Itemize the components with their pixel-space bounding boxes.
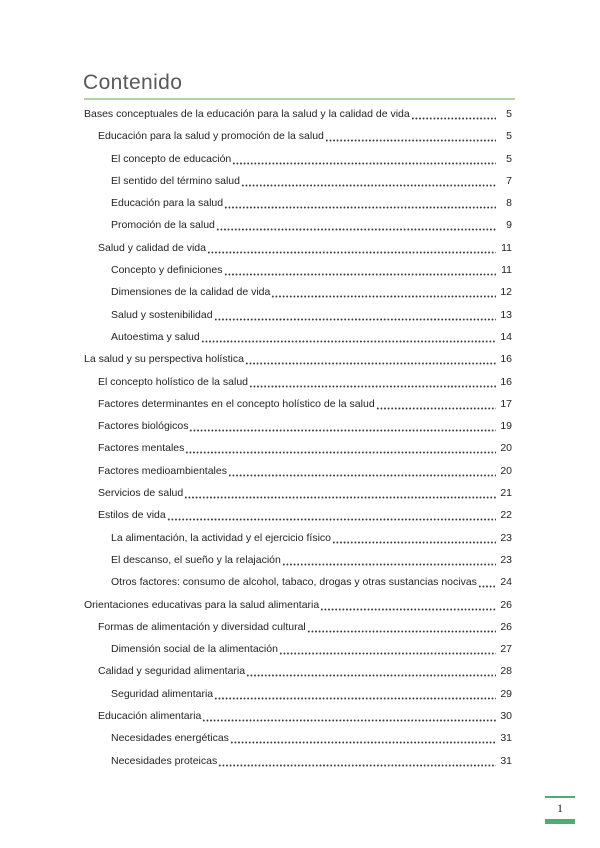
toc-entry-page: 9 [506, 219, 512, 232]
toc-leader-dots [216, 214, 496, 236]
toc-leader-dots [320, 594, 496, 616]
toc-leader-dots [279, 638, 496, 660]
toc-leader-dots [271, 281, 496, 303]
toc-entry-page: 30 [500, 710, 512, 723]
toc-entry[interactable] [84, 460, 512, 482]
toc-entry-label: Dimensiones de la calidad de vida [111, 286, 271, 299]
toc-leader-dots [189, 415, 496, 437]
toc-entry[interactable] [84, 638, 512, 660]
toc-entry[interactable] [84, 616, 512, 638]
toc-entry-page: 16 [500, 353, 512, 366]
toc-entry[interactable] [84, 415, 512, 437]
toc-leader-dots [376, 393, 496, 415]
toc-entry-label: El descanso, el sueño y la relajación [111, 553, 281, 566]
toc-entry[interactable] [84, 527, 512, 549]
toc-leader-dots [282, 549, 496, 571]
toc-entry-label: Factores determinantes en el concepto holístico de la salud [98, 397, 375, 410]
toc-entry-label: Necesidades proteicas [111, 754, 218, 767]
toc-leader-dots [185, 437, 496, 459]
toc-leader-dots [232, 148, 496, 170]
toc-entry-page: 27 [500, 643, 512, 656]
toc-entry-page: 26 [500, 598, 512, 611]
toc-entry[interactable] [84, 281, 512, 303]
toc-entry[interactable] [84, 660, 512, 682]
toc-entry[interactable] [84, 371, 512, 393]
toc-entry-page: 24 [500, 576, 512, 589]
toc-leader-dots [202, 705, 496, 727]
toc-entry-page: 23 [500, 553, 512, 566]
toc-entry[interactable] [84, 148, 512, 170]
toc-entry[interactable] [84, 482, 512, 504]
toc-entry-page: 26 [500, 620, 512, 633]
toc-entry-label: La salud y su perspectiva holística [84, 353, 244, 366]
toc-entry-label: Autoestima y salud [111, 330, 200, 343]
toc-entry[interactable] [84, 683, 512, 705]
toc-entry-label: Factores medioambientales [98, 464, 227, 477]
toc-entry-page: 8 [506, 197, 512, 210]
toc-entry-label: Educación alimentaria [98, 710, 202, 723]
toc-entry[interactable] [84, 727, 512, 749]
toc-entry-label: Estilos de vida [98, 509, 166, 522]
toc-entry[interactable] [84, 192, 512, 214]
toc-entry-label: Servicios de salud [98, 487, 184, 500]
toc-leader-dots [325, 125, 496, 147]
toc-entry[interactable] [84, 237, 512, 259]
toc-entry-label: La alimentación, la actividad y el ejercicio físico [111, 531, 332, 544]
toc-leader-dots [246, 660, 496, 682]
toc-entry-label: Factores biológicos [98, 420, 189, 433]
toc-entry-page: 20 [500, 442, 512, 455]
toc-entry-label: Factores mentales [98, 442, 185, 455]
page-number: 1 [557, 801, 563, 815]
toc-entry-page: 5 [506, 108, 512, 120]
toc-entry-page: 13 [500, 308, 512, 321]
toc-leader-dots [214, 304, 496, 326]
toc-entry-label: Necesidades energéticas [111, 732, 229, 745]
toc-entry-label: Formas de alimentación y diversidad cultural [98, 620, 306, 633]
page-title: Contenido [83, 71, 183, 94]
toc-entry-label: Promoción de la salud [111, 219, 215, 232]
toc-entry[interactable] [84, 259, 512, 281]
toc-leader-dots [307, 616, 496, 638]
toc-entry-page: 20 [500, 464, 512, 477]
toc-entry-page: 11 [501, 241, 512, 254]
toc-entry-page: 22 [500, 509, 512, 522]
toc-leader-dots [224, 192, 496, 214]
toc-entry-page: 16 [500, 375, 512, 388]
toc-leader-dots [207, 237, 496, 259]
footer-bottom-rule [545, 819, 575, 824]
toc-entry-page: 29 [500, 687, 512, 700]
toc-entry[interactable] [84, 326, 512, 348]
toc-entry[interactable] [84, 125, 512, 147]
toc-entry[interactable] [84, 103, 512, 125]
toc-entry[interactable] [84, 170, 512, 192]
toc-entry-label: Salud y calidad de vida [98, 241, 206, 254]
toc-entry-label: Educación para la salud y promoción de la salud [98, 130, 324, 143]
toc-entry-label: Educación para la salud [111, 197, 224, 210]
toc-entry-page: 12 [500, 286, 512, 299]
toc-entry-label: Dimensión social de la alimentación [111, 643, 278, 656]
toc-leader-dots [224, 259, 497, 281]
toc-entry-label: El concepto de educación [111, 152, 232, 165]
toc-entry-page: 31 [500, 754, 512, 767]
toc-leader-dots [241, 170, 496, 192]
toc-entry-page: 19 [500, 420, 512, 433]
toc-entry[interactable] [84, 214, 512, 236]
toc-entry[interactable] [84, 571, 512, 593]
page-footer [545, 796, 575, 824]
toc-entry[interactable] [84, 304, 512, 326]
toc-entry-label: El concepto holístico de la salud [98, 375, 249, 388]
toc-entry-page: 23 [500, 531, 512, 544]
toc-leader-dots [332, 527, 496, 549]
toc-entry-page: 5 [506, 152, 512, 165]
toc-entry-page: 5 [506, 130, 512, 143]
toc-entry-label: Salud y sostenibilidad [111, 308, 213, 321]
table-of-contents [84, 103, 512, 772]
toc-entry[interactable] [84, 750, 512, 772]
toc-entry[interactable] [84, 705, 512, 727]
toc-leader-dots [249, 371, 496, 393]
toc-entry-label: Concepto y definiciones [111, 264, 223, 277]
toc-leader-dots [184, 482, 496, 504]
toc-leader-dots [411, 103, 496, 125]
toc-entry-page: 14 [500, 330, 512, 343]
toc-leader-dots [228, 460, 496, 482]
toc-entry-page: 17 [500, 397, 512, 410]
toc-leader-dots [245, 348, 496, 370]
toc-leader-dots [201, 326, 496, 348]
toc-entry[interactable] [84, 437, 512, 459]
toc-entry[interactable] [84, 549, 512, 571]
toc-entry[interactable] [84, 504, 512, 526]
toc-entry-page: 31 [500, 732, 512, 745]
toc-entry-label: Orientaciones educativas para la salud alimentaria [84, 598, 320, 611]
toc-leader-dots [214, 683, 496, 705]
toc-entry-page: 11 [501, 264, 512, 277]
toc-entry[interactable] [84, 348, 512, 370]
toc-entry-label: Seguridad alimentaria [111, 687, 214, 700]
toc-entry-label: Calidad y seguridad alimentaria [98, 665, 246, 678]
toc-entry-label: Otros factores: consumo de alcohol, tabaco, drogas y otras sustancias nocivas [111, 576, 477, 589]
toc-entry-label: El sentido del término salud [111, 174, 240, 187]
toc-leader-dots [230, 727, 496, 749]
toc-leader-dots [478, 571, 496, 593]
toc-entry-page: 21 [500, 487, 512, 500]
title-underline-rule [84, 98, 515, 100]
toc-entry-page: 28 [500, 665, 512, 678]
toc-leader-dots [167, 504, 496, 526]
toc-entry-page: 7 [506, 174, 512, 187]
toc-entry[interactable] [84, 594, 512, 616]
toc-entry[interactable] [84, 393, 512, 415]
toc-entry-label: Bases conceptuales de la educación para la salud y la calidad de vida [84, 108, 410, 120]
toc-leader-dots [218, 750, 496, 772]
